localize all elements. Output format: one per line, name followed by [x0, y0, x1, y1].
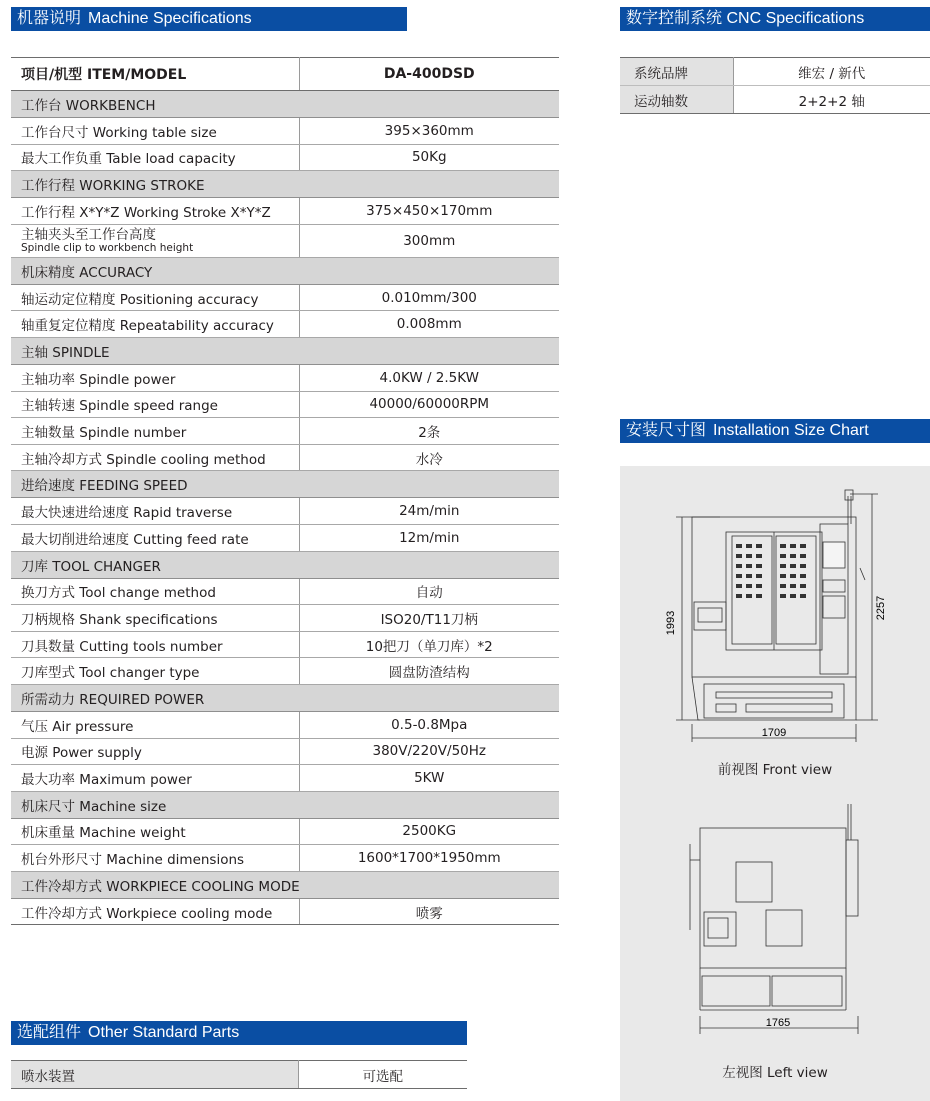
spec-label-sub: Spindle clip to workbench height — [21, 241, 194, 254]
table-row — [11, 898, 559, 925]
spec-label: 主轴数量 Spindle number — [11, 418, 299, 445]
section-row — [11, 871, 559, 898]
table-row — [11, 524, 559, 551]
spec-label: 换刀方式 Tool change method — [11, 578, 299, 605]
spec-label: 机床重量 Machine weight — [11, 818, 299, 845]
spec-label: 刀库型式 Tool changer type — [11, 658, 299, 685]
table-row — [11, 1061, 467, 1089]
spec-value: 2500KG — [299, 818, 559, 845]
section-title: 工作行程 WORKING STROKE — [11, 171, 559, 198]
left-width-dim: 1765 — [765, 1017, 791, 1029]
spec-label: 工作行程 X*Y*Z Working Stroke X*Y*Z — [11, 198, 299, 225]
spec-value: 0.010mm/300 — [299, 284, 559, 311]
spec-label: 主轴转速 Spindle speed range — [11, 391, 299, 418]
section-row — [11, 171, 559, 198]
spec-label: 工件冷却方式 Workpiece cooling mode — [11, 898, 299, 925]
machine-specs-header: 机器说明 Machine Specifications — [11, 7, 407, 31]
front-view-caption: 前视图 Front view — [717, 762, 833, 778]
spec-label: 气压 Air pressure — [11, 711, 299, 738]
spec-label: 电源 Power supply — [11, 738, 299, 765]
table-row — [11, 631, 559, 658]
section-title: 机床尺寸 Machine size — [11, 791, 559, 818]
section-row — [11, 551, 559, 578]
spec-value: 380V/220V/50Hz — [299, 738, 559, 765]
table-row — [11, 444, 559, 471]
spec-label: 最大功率 Maximum power — [11, 765, 299, 792]
table-row — [11, 845, 559, 872]
spec-value: 24m/min — [299, 498, 559, 525]
table-row — [11, 605, 559, 632]
spec-value: 0.008mm — [299, 311, 559, 338]
spec-label: 工作台尺寸 Working table size — [11, 118, 299, 145]
spec-value: 10把刀（单刀库）*2 — [299, 631, 559, 658]
table-row — [11, 711, 559, 738]
spec-value: 375×450×170mm — [299, 198, 559, 225]
cnc-specs-header: 数字控制系统 CNC Specifications — [620, 7, 930, 31]
spec-value: 300mm — [299, 224, 559, 257]
table-row — [11, 144, 559, 171]
section-title: 主轴 SPINDLE — [11, 337, 559, 364]
front-total-height-dim: 2257 — [875, 595, 887, 621]
front-height-dim: 1993 — [665, 610, 677, 636]
section-row — [11, 337, 559, 364]
table-row — [11, 224, 559, 257]
spec-label: 最大工作负重 Table load capacity — [11, 144, 299, 171]
other-parts-table — [11, 1060, 467, 1089]
spec-label: 刀柄规格 Shank specifications — [11, 605, 299, 632]
table-row — [620, 86, 930, 114]
spec-value: 4.0KW / 2.5KW — [299, 364, 559, 391]
section-title: 进给速度 FEEDING SPEED — [11, 471, 559, 498]
spec-label: 主轴功率 Spindle power — [11, 364, 299, 391]
front-view-drawing — [660, 488, 890, 748]
spec-value: 395×360mm — [299, 118, 559, 145]
spec-value: ISO20/T11刀柄 — [299, 605, 559, 632]
section-title: 机床精度 ACCURACY — [11, 257, 559, 284]
table-row — [11, 765, 559, 792]
spec-value: 1600*1700*1950mm — [299, 845, 559, 872]
cnc-specs-table — [620, 57, 930, 114]
spec-value: 40000/60000RPM — [299, 391, 559, 418]
machine-specs-table — [11, 57, 559, 925]
spec-label: 刀具数量 Cutting tools number — [11, 631, 299, 658]
table-row — [11, 498, 559, 525]
section-title: 工件冷却方式 WORKPIECE COOLING MODE — [11, 871, 559, 898]
table-row — [11, 364, 559, 391]
spec-label — [11, 224, 299, 257]
section-title: 所需动力 REQUIRED POWER — [11, 684, 559, 711]
other-part-label: 喷水装置 — [11, 1061, 298, 1089]
other-parts-header: 选配组件 Other Standard Parts — [11, 1021, 467, 1045]
cnc-value: 维宏 / 新代 — [733, 58, 930, 86]
spec-value: 0.5-0.8Mpa — [299, 711, 559, 738]
table-row — [11, 818, 559, 845]
table-row — [11, 311, 559, 338]
spec-value: 2条 — [299, 418, 559, 445]
cnc-label: 系统品牌 — [620, 58, 733, 86]
left-view-drawing — [680, 800, 880, 1040]
section-row — [11, 91, 559, 118]
spec-value: 12m/min — [299, 524, 559, 551]
table-row — [11, 738, 559, 765]
model-name: DA-400DSD — [299, 58, 559, 91]
spec-label: 机台外形尺寸 Machine dimensions — [11, 845, 299, 872]
front-width-dim: 1709 — [761, 727, 787, 739]
section-row — [11, 471, 559, 498]
table-row — [11, 578, 559, 605]
spec-label: 最大切削进给速度 Cutting feed rate — [11, 524, 299, 551]
table-row — [11, 658, 559, 685]
other-part-value: 可选配 — [298, 1061, 467, 1089]
table-row — [620, 58, 930, 86]
spec-label-main: 主轴夹头至工作台高度 — [21, 226, 156, 243]
spec-value: 圆盘防渣结构 — [299, 658, 559, 685]
section-title: 刀库 TOOL CHANGER — [11, 551, 559, 578]
table-row — [11, 418, 559, 445]
table-header-row — [11, 58, 559, 91]
section-row — [11, 791, 559, 818]
spec-label: 轴重复定位精度 Repeatability accuracy — [11, 311, 299, 338]
item-model-header: 项目/机型 ITEM/MODEL — [11, 58, 299, 91]
section-title: 工作台 WORKBENCH — [11, 91, 559, 118]
spec-value: 喷雾 — [299, 898, 559, 925]
section-row — [11, 684, 559, 711]
cnc-value: 2+2+2 轴 — [733, 86, 930, 114]
table-row — [11, 391, 559, 418]
spec-value: 自动 — [299, 578, 559, 605]
spec-label: 轴运动定位精度 Positioning accuracy — [11, 284, 299, 311]
cnc-label: 运动轴数 — [620, 86, 733, 114]
table-row — [11, 198, 559, 225]
installation-header: 安装尺寸图 Installation Size Chart — [620, 419, 930, 443]
spec-value: 水冷 — [299, 444, 559, 471]
left-view-caption: 左视图 Left view — [722, 1065, 828, 1081]
section-row — [11, 257, 559, 284]
spec-value: 5KW — [299, 765, 559, 792]
spec-label: 最大快速进给速度 Rapid traverse — [11, 498, 299, 525]
spec-label: 主轴冷却方式 Spindle cooling method — [11, 444, 299, 471]
table-row — [11, 118, 559, 145]
table-row — [11, 284, 559, 311]
spec-value: 50Kg — [299, 144, 559, 171]
